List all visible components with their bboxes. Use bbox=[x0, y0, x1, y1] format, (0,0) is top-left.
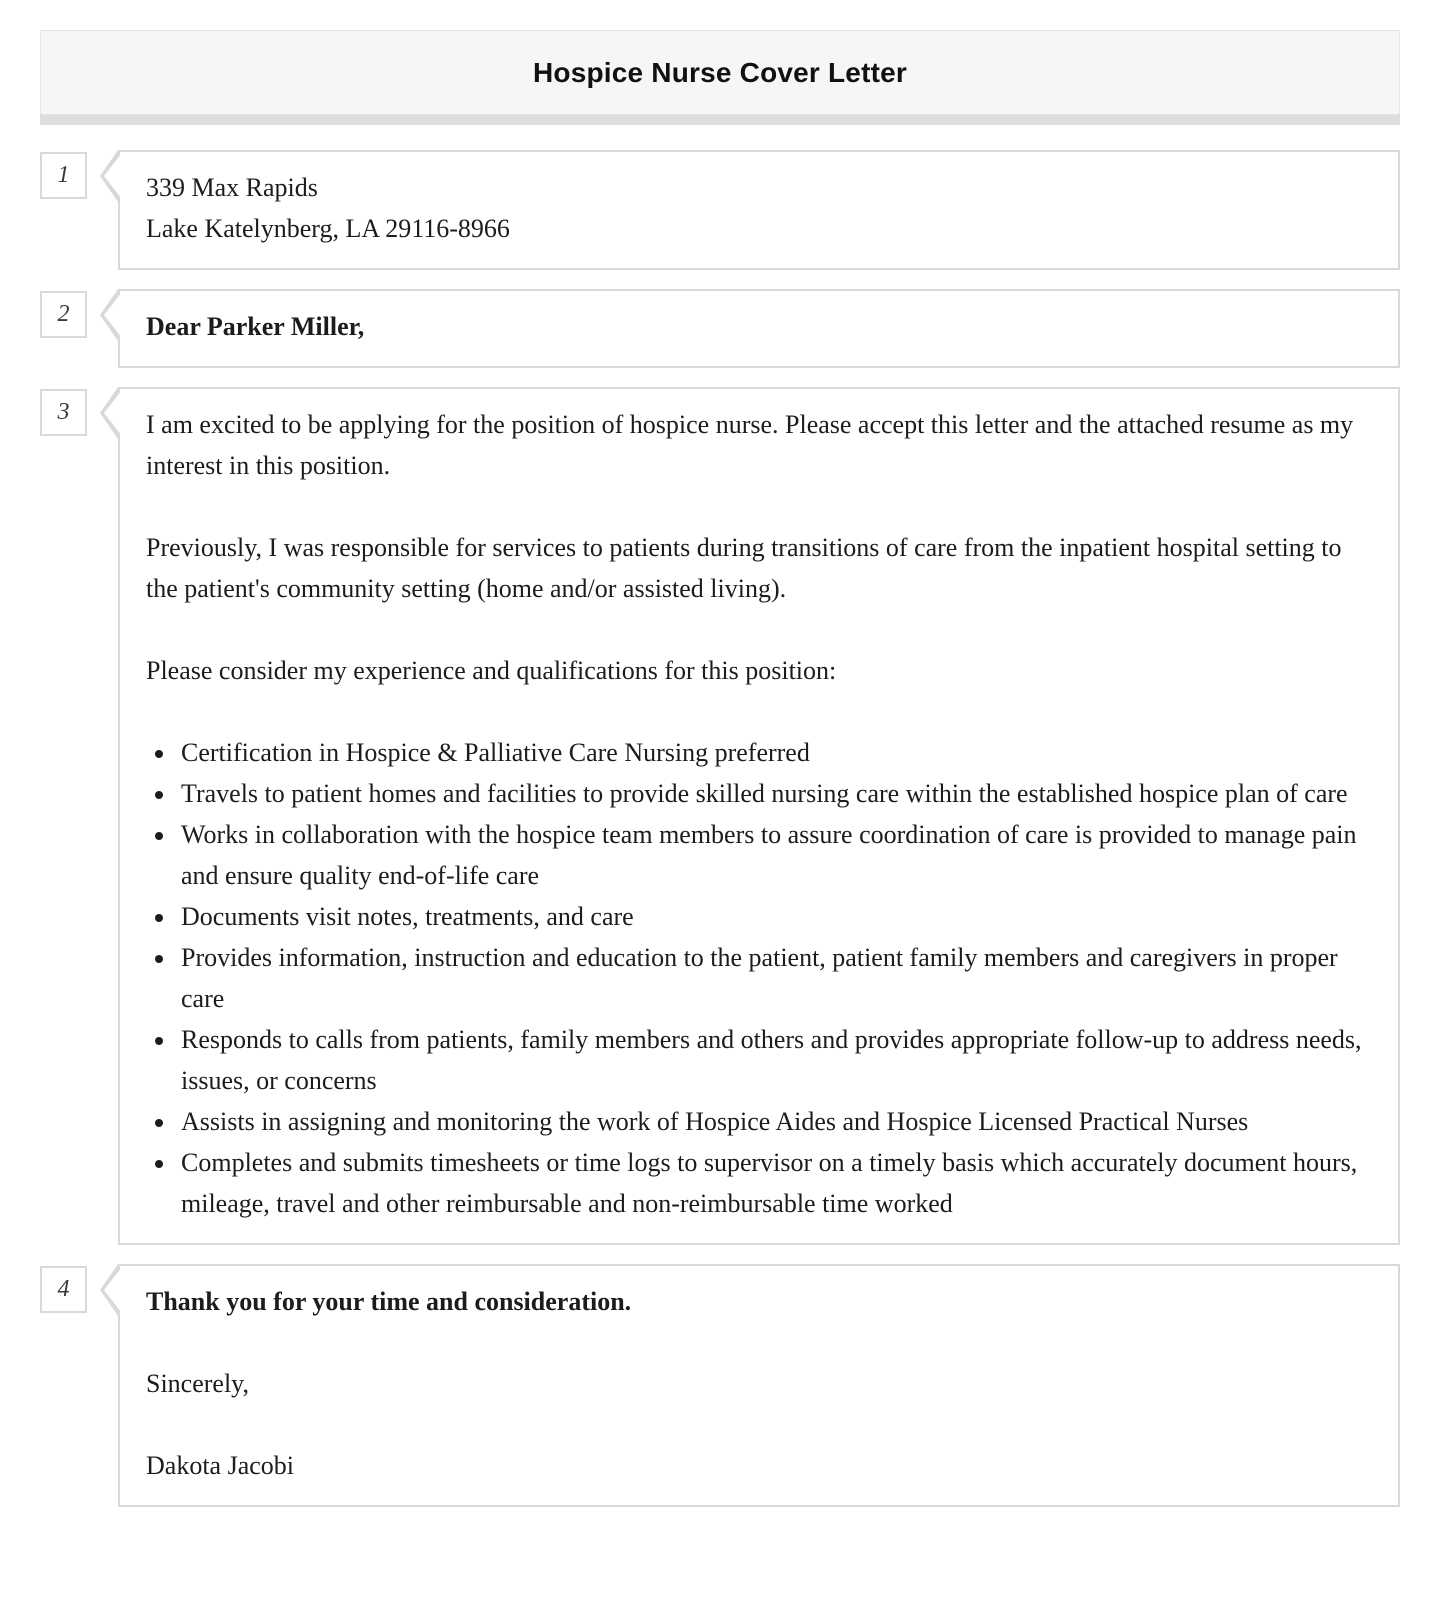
body-paragraph-1: I am excited to be applying for the position of hospice nurse. Please accept this letter and the attached resume as my interest in this position. bbox=[146, 410, 1354, 480]
section-number-badge: 2 bbox=[40, 291, 87, 338]
list-item: • Certification in Hospice & Palliative Care Nursing preferred bbox=[177, 732, 1368, 773]
list-item: • Works in collaboration with the hospice team members to assure coordination of care is provided to manage pain and ensure quality end-of-life care bbox=[177, 814, 1368, 896]
list-item: • Assists in assigning and monitoring the work of Hospice Aides and Hospice Licensed Practical Nurses bbox=[177, 1101, 1368, 1142]
section-number-badge: 4 bbox=[40, 1266, 87, 1313]
list-item: • Documents visit notes, treatments, and care bbox=[177, 896, 1368, 937]
body-paragraph-3: Please consider my experience and qualifications for this position: bbox=[146, 656, 837, 685]
title-bar bbox=[40, 30, 1400, 115]
qualification-list bbox=[146, 732, 1368, 1224]
section-address bbox=[40, 150, 1400, 270]
closing-signoff: Sincerely, bbox=[146, 1369, 249, 1398]
salutation-box bbox=[118, 289, 1400, 368]
title-bar-shadow bbox=[40, 115, 1400, 125]
address-box bbox=[118, 150, 1400, 270]
section-salutation bbox=[40, 289, 1400, 368]
section-body bbox=[40, 387, 1400, 1245]
section-number-badge: 1 bbox=[40, 152, 87, 199]
page-title: Hospice Nurse Cover Letter bbox=[533, 56, 907, 88]
list-item: • Completes and submits timesheets or time logs to supervisor on a timely basis which accurately document hours, mileage, travel and other reimbursable and non-reimbursable time worked bbox=[177, 1142, 1368, 1224]
closing-box bbox=[118, 1264, 1400, 1507]
address-line-2: Lake Katelynberg, LA 29116-8966 bbox=[146, 214, 510, 243]
closing-thanks: Thank you for your time and consideration. bbox=[146, 1287, 632, 1316]
list-item: • Travels to patient homes and facilities to provide skilled nursing care within the established hospice plan of care bbox=[177, 773, 1368, 814]
address-line-1: 339 Max Rapids bbox=[146, 173, 318, 202]
salutation-text: Dear Parker Miller, bbox=[146, 312, 365, 341]
section-closing bbox=[40, 1264, 1400, 1507]
list-item: • Responds to calls from patients, family members and others and provides appropriate follow-up to address needs, issues, or concerns bbox=[177, 1019, 1368, 1101]
section-number-badge: 3 bbox=[40, 389, 87, 436]
signature-name: Dakota Jacobi bbox=[146, 1451, 295, 1480]
list-item: • Provides information, instruction and education to the patient, patient family members and caregivers in proper care bbox=[177, 937, 1368, 1019]
body-paragraph-2: Previously, I was responsible for services to patients during transitions of care from the inpatient hospital setting to the patient's community setting (home and/or assisted living). bbox=[146, 533, 1342, 603]
body-box bbox=[118, 387, 1400, 1245]
